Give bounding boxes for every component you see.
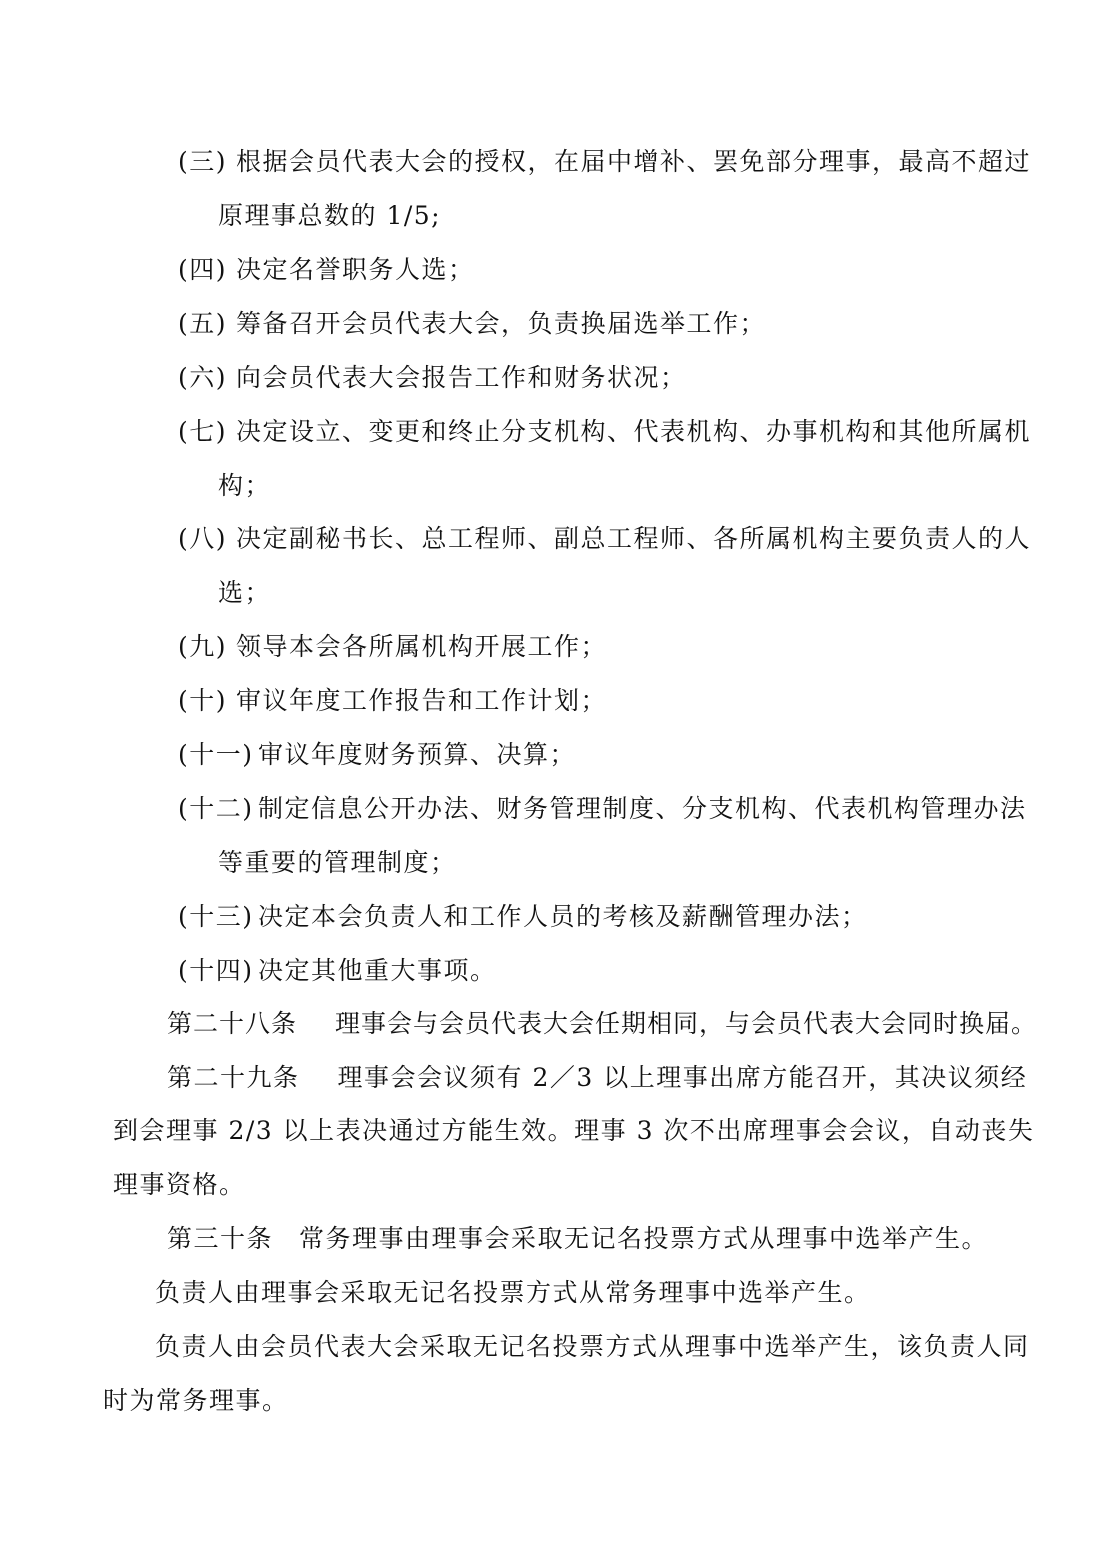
list-item-label: (七)	[178, 417, 228, 446]
list-item-label: (十一)	[178, 740, 254, 769]
list-item-label: (八)	[178, 524, 228, 553]
list-item-continuation: 原理事总数的 1/5;	[218, 201, 442, 230]
list-item-label: (十二)	[178, 794, 254, 823]
list-item	[178, 954, 497, 988]
list-item-label: (三)	[178, 147, 228, 176]
list-item	[178, 361, 687, 395]
article-text: 理事会与会员代表大会任期相同，与会员代表大会同时换届。	[335, 1009, 1038, 1038]
article-30-paragraph-3-line-2: 时为常务理事。	[103, 1386, 289, 1415]
article-number: 第二十九条	[167, 1063, 300, 1092]
list-item-text: 向会员代表大会报告工作和财务状况；	[236, 363, 687, 392]
list-item	[178, 684, 607, 718]
article-29	[167, 1061, 1027, 1095]
list-item-text: 审议年度财务预算、决算；	[258, 740, 577, 769]
list-item-label: (十四)	[178, 956, 254, 985]
list-item-text: 决定副秘书长、总工程师、副总工程师、各所属机构主要负责人的人	[236, 524, 1032, 553]
list-item	[178, 522, 1031, 556]
article-number: 第二十八条	[167, 1009, 298, 1038]
list-item-label: (十三)	[178, 902, 254, 931]
list-item-continuation: 选；	[218, 578, 272, 607]
list-item-text: 决定本会负责人和工作人员的考核及薪酬管理办法；	[258, 902, 868, 931]
article-28	[167, 1007, 1037, 1041]
article-30-paragraph-2: 负责人由理事会采取无记名投票方式从常务理事中选举产生。	[155, 1278, 871, 1307]
article-text: 理事会会议须有 2／3 以上理事出席方能召开，其决议须经	[337, 1063, 1028, 1092]
article-29-line-2: 到会理事 2/3 以上表决通过方能生效。理事 3 次不出席理事会会议，自动丧失	[113, 1116, 1035, 1145]
list-item-label: (九)	[178, 632, 228, 661]
list-item	[178, 738, 576, 772]
article-text: 常务理事由理事会采取无记名投票方式从理事中选举产生。	[299, 1224, 989, 1253]
list-item-text: 决定其他重大事项。	[258, 956, 497, 985]
list-item-text: 审议年度工作报告和工作计划；	[236, 686, 608, 715]
list-item-text: 筹备召开会员代表大会，负责换届选举工作；	[236, 309, 767, 338]
list-item	[178, 792, 1027, 826]
article-number: 第三十条	[167, 1224, 274, 1253]
list-item-continuation: 构；	[218, 471, 272, 500]
article-30-paragraph-3: 负责人由会员代表大会采取无记名投票方式从理事中选举产生，该负责人同	[155, 1332, 1030, 1361]
list-item	[178, 253, 475, 287]
list-item-text: 制定信息公开办法、财务管理制度、分支机构、代表机构管理办法	[258, 794, 1027, 823]
list-item-text: 决定设立、变更和终止分支机构、代表机构、办事机构和其他所属机	[236, 417, 1032, 446]
list-item	[178, 900, 868, 934]
list-item-label: (十)	[178, 686, 228, 715]
list-item	[178, 145, 1031, 179]
list-item	[178, 630, 607, 664]
list-item-continuation: 等重要的管理制度；	[218, 848, 457, 877]
article-30	[167, 1222, 988, 1256]
list-item-text: 根据会员代表大会的授权，在届中增补、罢免部分理事，最高不超过	[236, 147, 1032, 176]
list-item	[178, 307, 766, 341]
list-item-label: (四)	[178, 255, 228, 284]
list-item-text: 领导本会各所属机构开展工作；	[236, 632, 608, 661]
list-item-label: (六)	[178, 363, 228, 392]
list-item-text: 决定名誉职务人选；	[236, 255, 475, 284]
article-29-line-3: 理事资格。	[113, 1170, 246, 1199]
list-item	[178, 415, 1031, 449]
list-item-label: (五)	[178, 309, 228, 338]
